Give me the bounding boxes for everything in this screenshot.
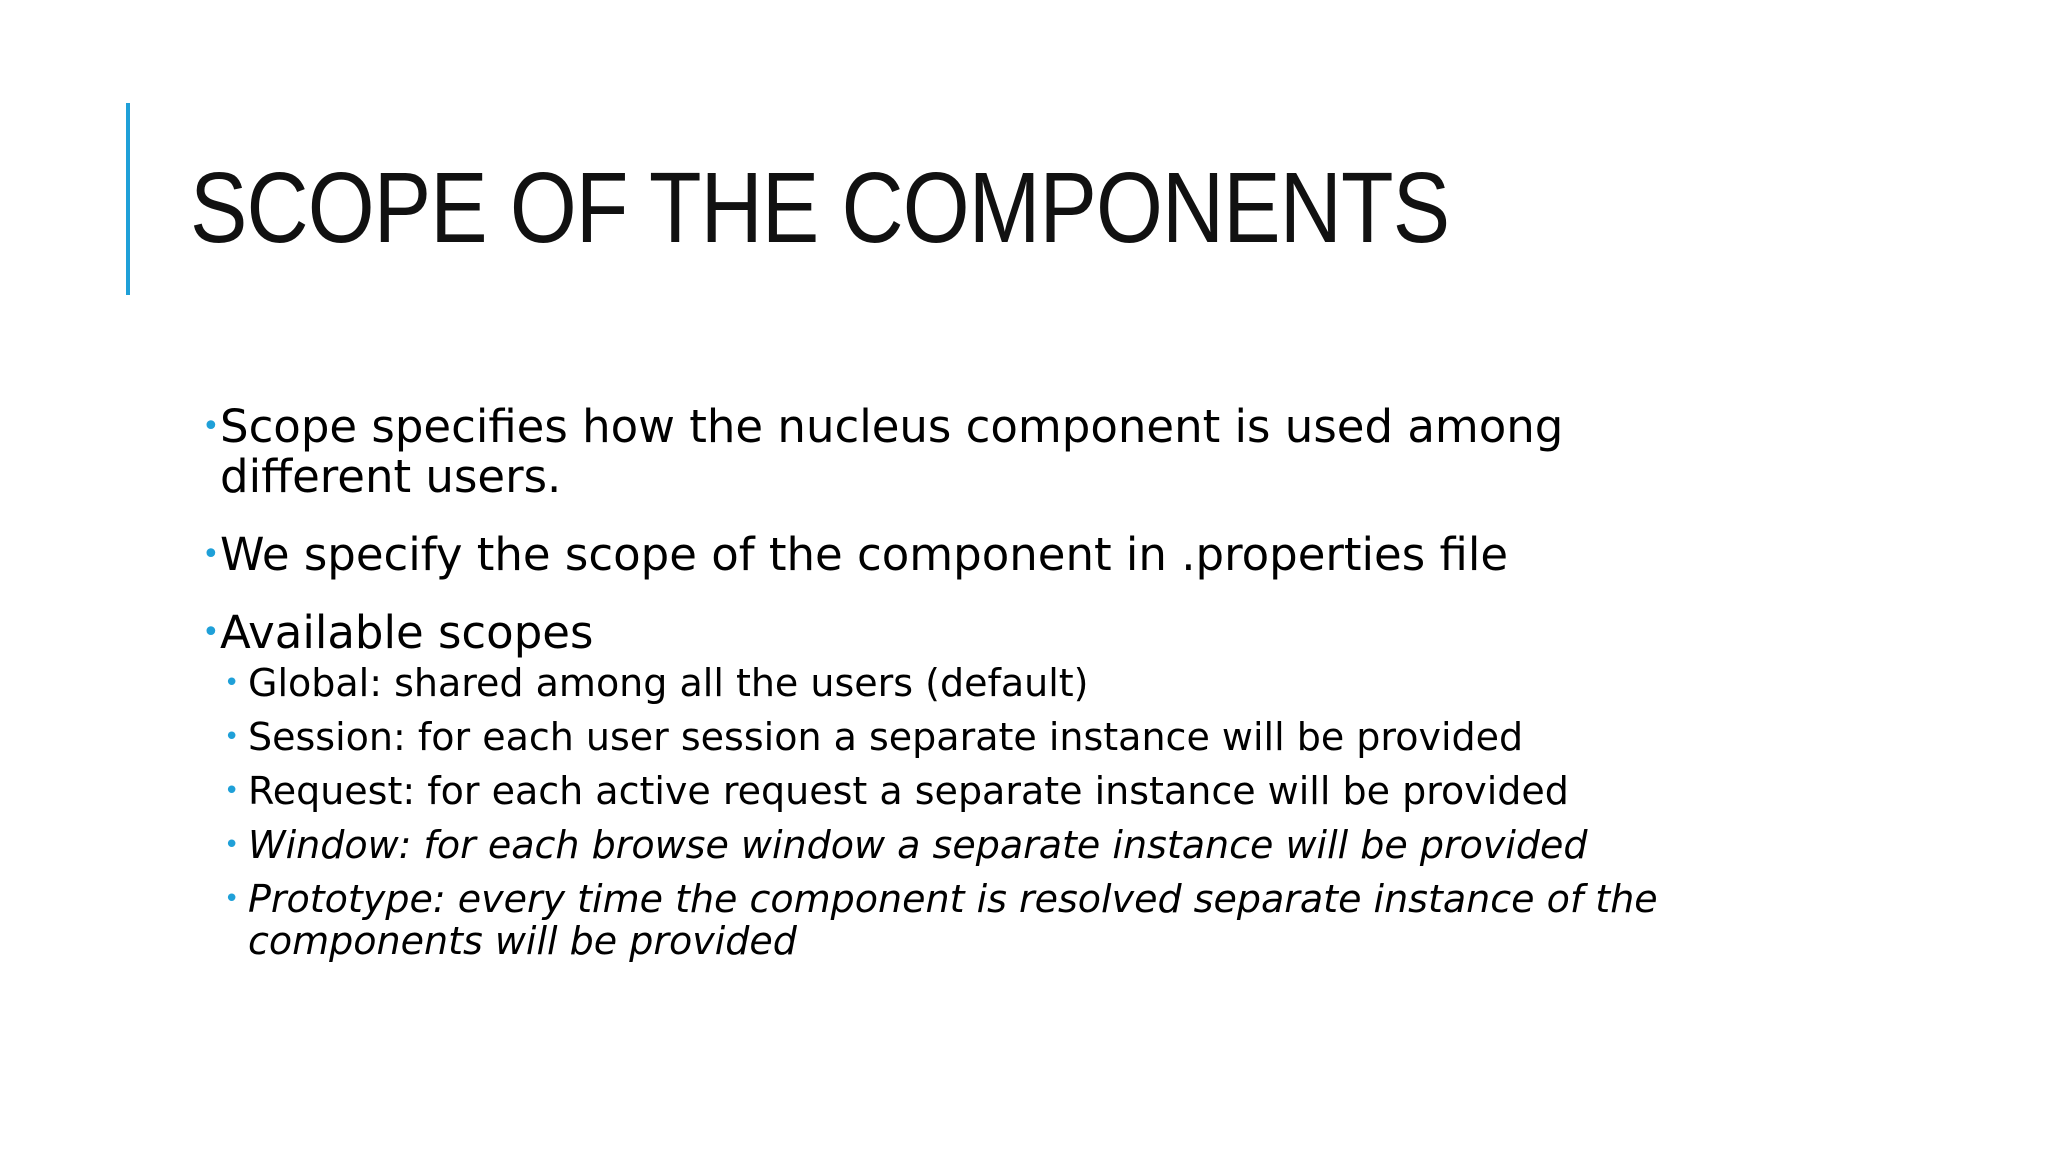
sub-bullet-text: Prototype: every time the component is resolved separate instance of the components will be provided — [248, 877, 1658, 963]
bullet-text: Scope specifies how the nucleus component is used among different users. — [220, 400, 1564, 503]
bullet-item — [204, 402, 1640, 502]
bullet-dot-icon: • — [202, 537, 220, 572]
sub-bullet-item — [204, 824, 1764, 866]
bullet-dot-icon: • — [202, 409, 220, 444]
sub-bullet-text: Session: for each user session a separate instance will be provided — [248, 715, 1524, 759]
sub-bullet-item — [204, 662, 1764, 704]
sub-bullet-dot-icon: • — [224, 668, 240, 698]
sub-bullet-item — [204, 878, 1688, 962]
bullet-item — [204, 608, 1764, 658]
slide-title: SCOPE OF THE COMPONENTS — [190, 152, 1450, 264]
title-accent-bar — [126, 103, 130, 295]
sub-bullet-dot-icon: • — [224, 830, 240, 860]
sub-bullet-dot-icon: • — [224, 884, 240, 914]
sub-bullet-dot-icon: • — [224, 722, 240, 752]
sub-bullet-item — [204, 716, 1764, 758]
sub-bullet-text: Global: shared among all the users (default) — [248, 661, 1089, 705]
sub-bullet-item — [204, 770, 1764, 812]
bullet-item — [204, 530, 1764, 580]
sub-bullet-text: Window: for each browse window a separate instance will be provided — [248, 823, 1588, 867]
bullet-text: Available scopes — [220, 606, 594, 659]
sub-bullet-dot-icon: • — [224, 776, 240, 806]
bullet-text: We specify the scope of the component in .properties file — [220, 528, 1509, 581]
slide-content — [204, 402, 1764, 974]
sub-bullet-text: Request: for each active request a separate instance will be provided — [248, 769, 1569, 813]
bullet-dot-icon: • — [202, 615, 220, 650]
